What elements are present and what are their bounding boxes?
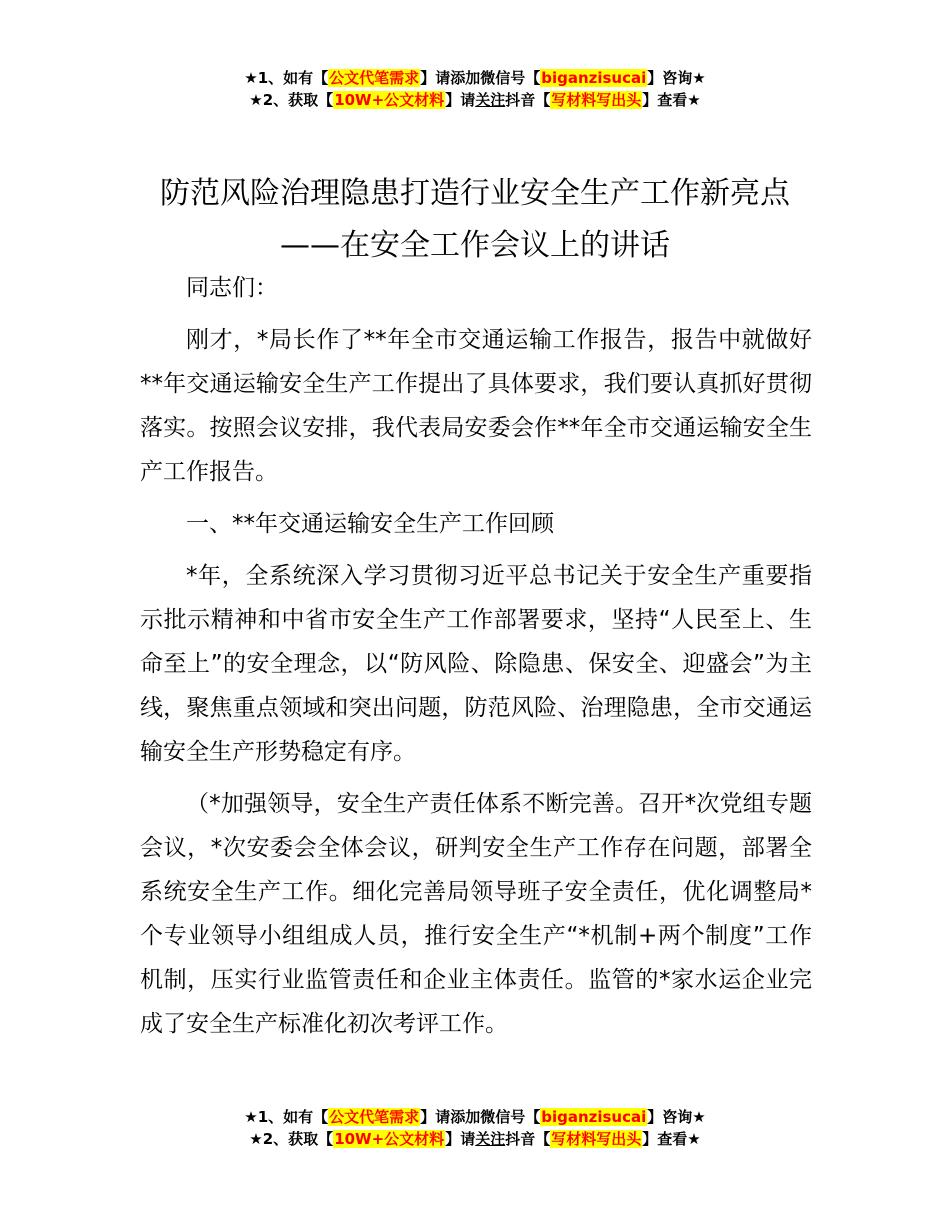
banner-underlined-text: 关注 (475, 91, 506, 109)
body-paragraph: *年，全系统深入学习贯彻习近平总书记关于安全生产重要指示批示精神和中省市安全生产工作部署要求，坚持“人民至上、生命至上”的安全理念，以“防风险、除隐患、保安全、迎盛会”为主线，聚焦重点领域和突出问题，防范风险、治理隐患，全市交通运输安全生产形势稳定有序。 (140, 563, 812, 765)
banner-text: ★2、获取【 (249, 1130, 334, 1148)
salutation: 同志们： (186, 275, 278, 301)
banner-text: 抖音【 (505, 91, 551, 109)
banner-text: 】查看★ (642, 91, 701, 109)
banner-highlight: 10W+公文材料 (334, 1130, 445, 1148)
wechat-id-highlight: biganzisucai (541, 69, 647, 87)
section-heading: 一、**年交通运输安全生产工作回顾 (186, 511, 554, 537)
banner-line-1 (0, 67, 950, 89)
banner-text: ★2、获取【 (249, 91, 334, 109)
banner-highlight: 公文代笔需求 (329, 69, 420, 87)
banner-text: 】查看★ (642, 1130, 701, 1148)
banner-text: 】请添加微信号【 (420, 1108, 541, 1126)
document-body (140, 266, 812, 1046)
banner-text: 】请 (445, 91, 476, 109)
header-banner (0, 67, 950, 111)
banner-underlined-text: 关注 (475, 1130, 506, 1148)
footer-banner (0, 1106, 950, 1150)
douyin-account-highlight: 写材料写出头 (551, 91, 642, 109)
banner-line-2 (0, 89, 950, 111)
douyin-account-highlight: 写材料写出头 (551, 1130, 642, 1148)
banner-line-2 (0, 1128, 950, 1150)
banner-text: 】咨询★ (647, 69, 706, 87)
banner-line-1 (0, 1106, 950, 1128)
banner-highlight: 公文代笔需求 (329, 1108, 420, 1126)
body-paragraph: （*加强领导，安全生产责任体系不断完善。召开*次党组专题会议，*次安委会全体会议，研判安全生产工作存在问题，部署全系统安全生产工作。细化完善局领导班子安全责任，优化调整局*个专业领导小组组成人员，推行安全生产“*机制+两个制度”工作机制，压实行业监管责任和企业主体责任。监管的*家水运企业完成了安全生产标准化初次考评工作。 (140, 791, 812, 1037)
banner-text: ★1、如有【 (244, 1108, 329, 1126)
banner-text: 】请 (445, 1130, 476, 1148)
body-paragraph: 刚才，*局长作了**年全市交通运输工作报告，报告中就做好**年交通运输安全生产工作提出了具体要求，我们要认真抓好贯彻落实。按照会议安排，我代表局安委会作**年全市交通运输安全生产工作报告。 (140, 327, 812, 485)
banner-highlight: 10W+公文材料 (334, 91, 445, 109)
banner-text: 】请添加微信号【 (420, 69, 541, 87)
banner-text: ★1、如有【 (244, 69, 329, 87)
banner-text: 】咨询★ (647, 1108, 706, 1126)
banner-text: 抖音【 (505, 1130, 551, 1148)
document-title: 防范风险治理隐患打造行业安全生产工作新亮点——在安全工作会议上的讲话 (160, 176, 790, 263)
wechat-id-highlight: biganzisucai (541, 1108, 647, 1126)
